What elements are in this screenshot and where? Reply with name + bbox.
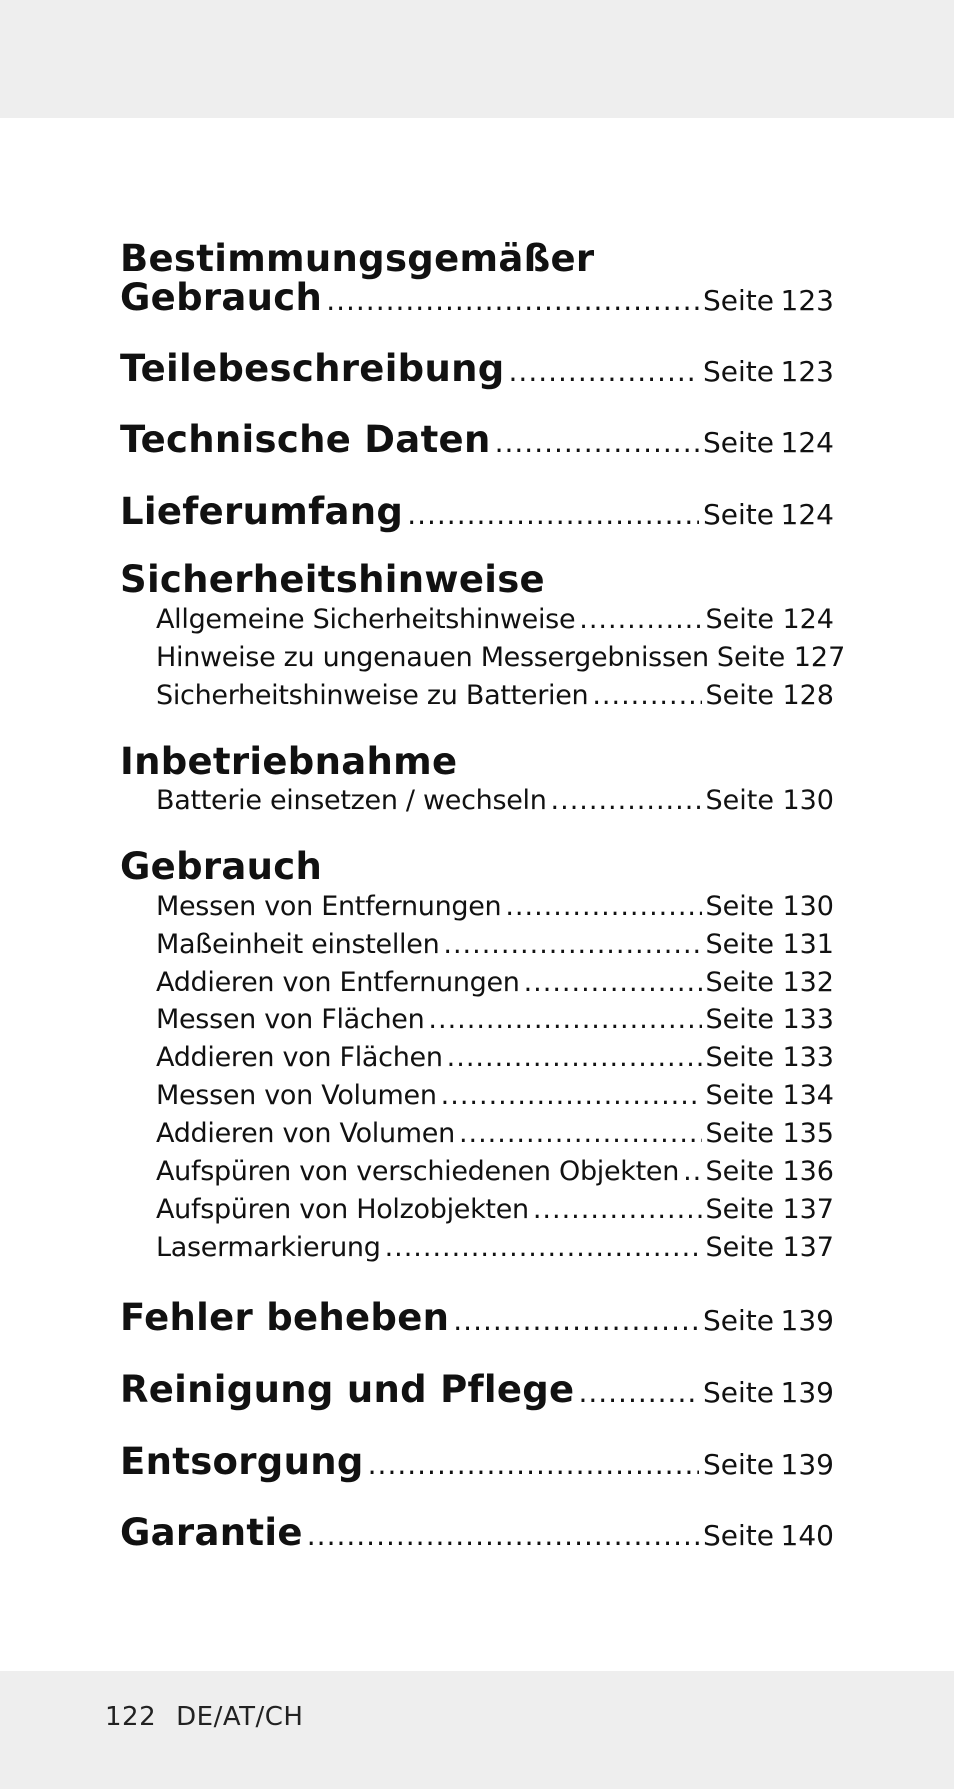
toc-entry-label: Aufspüren von Holzobjekten <box>156 1194 529 1225</box>
page-footer <box>105 1702 323 1732</box>
toc-subentry[interactable] <box>156 785 834 816</box>
seite-label: Seite <box>705 891 774 922</box>
page-number: 124 <box>782 604 834 635</box>
seite-label: Seite <box>705 1232 774 1263</box>
leader-dots <box>453 1304 699 1337</box>
page-number: 140 <box>780 1519 834 1552</box>
seite-label: Seite <box>703 426 774 459</box>
toc-entry-label: Allgemeine Sicherheitshinweise <box>156 604 576 635</box>
footer-page-number: 122 <box>105 1702 157 1732</box>
toc-subentry[interactable] <box>156 1118 834 1149</box>
toc-subentry[interactable] <box>156 1194 834 1225</box>
toc-entry-label: Lieferumfang <box>120 490 404 533</box>
leader-dots <box>578 1376 699 1409</box>
toc-entry-label: Fehler beheben <box>120 1296 450 1339</box>
toc-entry-label: Batterie einsetzen / wechseln <box>156 785 547 816</box>
leader-dots <box>428 1004 701 1035</box>
leader-dots <box>407 498 699 531</box>
toc-subentry[interactable] <box>156 1232 834 1263</box>
leader-dots <box>326 284 699 317</box>
seite-label: Seite <box>703 1519 774 1552</box>
leader-dots <box>495 426 699 459</box>
page-number: 123 <box>780 355 834 388</box>
toc-entry-teilebeschreibung[interactable] <box>120 347 834 390</box>
page-number: 139 <box>780 1376 834 1409</box>
seite-label: Seite <box>705 967 774 998</box>
leader-dots <box>505 891 701 922</box>
seite-label: Seite <box>705 1118 774 1149</box>
seite-label: Seite <box>705 1080 774 1111</box>
page-number: 137 <box>782 1232 834 1263</box>
toc-entry-label: Sicherheitshinweise zu Batterien <box>156 680 589 711</box>
toc-entry-bestimmung[interactable] <box>120 276 834 319</box>
toc-entry-label: Garantie <box>120 1511 303 1554</box>
seite-label: Seite <box>703 1304 774 1337</box>
toc-subentry[interactable] <box>156 1042 834 1073</box>
page-number: 131 <box>782 929 834 960</box>
leader-dots <box>683 1156 701 1187</box>
leader-dots <box>443 929 701 960</box>
toc-entry-label: Messen von Entfernungen <box>156 891 502 922</box>
seite-label: Seite <box>705 1004 774 1035</box>
page-number: 133 <box>782 1004 834 1035</box>
toc-subentry[interactable] <box>156 604 834 635</box>
toc-heading-inbetriebnahme: Inbetriebnahme <box>120 740 458 783</box>
leader-dots <box>579 604 701 635</box>
toc-entry-bestimmung-line1: Bestimmungsgemäßer <box>120 237 595 280</box>
page-number: 128 <box>782 680 834 711</box>
seite-label: Seite <box>705 1156 774 1187</box>
toc-heading-gebrauch: Gebrauch <box>120 845 323 888</box>
page-number: 130 <box>782 785 834 816</box>
seite-label: Seite <box>716 642 786 673</box>
seite-label: Seite <box>705 929 774 960</box>
page-number: 132 <box>782 967 834 998</box>
seite-label: Seite <box>703 284 774 317</box>
toc-subentry[interactable] <box>156 929 834 960</box>
leader-dots <box>459 1118 702 1149</box>
toc-entry-technische-daten[interactable] <box>120 418 834 461</box>
toc-entry-label: Hinweise zu ungenauen Messergebnissen <box>156 642 709 673</box>
seite-label: Seite <box>705 604 774 635</box>
page-number: 139 <box>780 1304 834 1337</box>
leader-dots <box>592 680 701 711</box>
leader-dots <box>307 1519 699 1552</box>
toc-entry-label: Reinigung und Pflege <box>120 1368 575 1411</box>
toc-entry-label: Aufspüren von verschiedenen Objekten <box>156 1156 680 1187</box>
page-number: 133 <box>782 1042 834 1073</box>
toc-subentry[interactable] <box>156 642 846 673</box>
toc-entry-label: Teilebeschreibung <box>120 347 505 390</box>
page-number: 134 <box>782 1080 834 1111</box>
page-number: 124 <box>780 498 834 531</box>
page-number: 139 <box>780 1448 834 1481</box>
page-number: 127 <box>793 642 846 673</box>
toc-heading-sicherheitshinweise: Sicherheitshinweise <box>120 558 545 601</box>
seite-label: Seite <box>705 680 774 711</box>
toc-subentry[interactable] <box>156 1004 834 1035</box>
toc-entry-label: Addieren von Flächen <box>156 1042 443 1073</box>
leader-dots <box>509 355 699 388</box>
page-number: 123 <box>780 284 834 317</box>
leader-dots <box>551 785 702 816</box>
toc-entry-entsorgung[interactable] <box>120 1440 834 1483</box>
toc-entry-label: Addieren von Entfernungen <box>156 967 520 998</box>
page-number: 130 <box>782 891 834 922</box>
toc-subentry[interactable] <box>156 1156 834 1187</box>
toc-subentry[interactable] <box>156 891 834 922</box>
seite-label: Seite <box>703 1448 774 1481</box>
toc-subentry[interactable] <box>156 967 834 998</box>
page-number: 135 <box>782 1118 834 1149</box>
toc-entry-label: Lasermarkierung <box>156 1232 381 1263</box>
toc-entry-label: Messen von Flächen <box>156 1004 425 1035</box>
toc-subentry[interactable] <box>156 1080 834 1111</box>
toc-entry-garantie[interactable] <box>120 1511 834 1554</box>
seite-label: Seite <box>705 1194 774 1225</box>
leader-dots <box>524 967 702 998</box>
page-number: 137 <box>782 1194 834 1225</box>
toc-entry-label: Maßeinheit einstellen <box>156 929 440 960</box>
toc-entry-label: Messen von Volumen <box>156 1080 437 1111</box>
leader-dots <box>533 1194 702 1225</box>
page-number: 124 <box>780 426 834 459</box>
toc-entry-label: Technische Daten <box>120 418 491 461</box>
leader-dots <box>385 1232 702 1263</box>
page-number: 136 <box>782 1156 834 1187</box>
toc-entry-lieferumfang[interactable] <box>120 490 834 533</box>
toc-entry-fehler-beheben[interactable] <box>120 1296 834 1339</box>
seite-label: Seite <box>705 785 774 816</box>
toc-entry-reinigung-und-pflege[interactable] <box>120 1368 834 1411</box>
leader-dots <box>368 1448 699 1481</box>
seite-label: Seite <box>703 498 774 531</box>
toc-entry-label: Gebrauch <box>120 276 323 319</box>
seite-label: Seite <box>703 355 774 388</box>
toc-entry-label: Addieren von Volumen <box>156 1118 455 1149</box>
leader-dots <box>441 1080 702 1111</box>
seite-label: Seite <box>705 1042 774 1073</box>
toc-entry-label: Entsorgung <box>120 1440 364 1483</box>
leader-dots <box>447 1042 702 1073</box>
toc-subentry[interactable] <box>156 680 834 711</box>
footer-region: DE/AT/CH <box>176 1702 304 1732</box>
seite-label: Seite <box>703 1376 774 1409</box>
